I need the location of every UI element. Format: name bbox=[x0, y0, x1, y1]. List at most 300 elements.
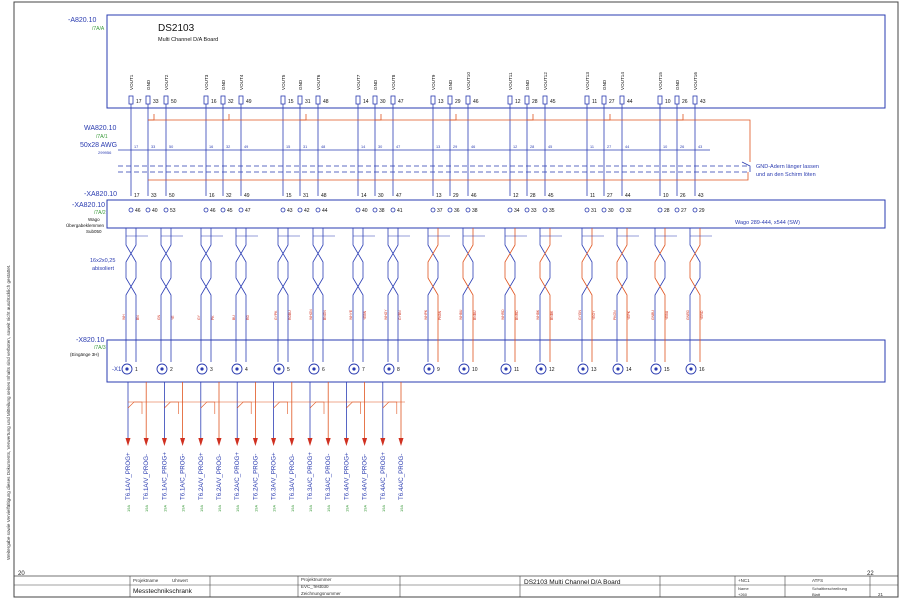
cable-spec: 50x28 AWG bbox=[80, 142, 118, 149]
board-pin-name: VOUT8 bbox=[391, 74, 396, 90]
terminal-a-bottom-number: 36 bbox=[454, 208, 460, 214]
tb-sheet-no: 21 bbox=[878, 592, 884, 597]
wire-color-label: WHBU bbox=[459, 309, 463, 320]
bnc-pin bbox=[312, 367, 315, 370]
terminal-x-box bbox=[107, 340, 885, 382]
terminal-a-bottom-number: 45 bbox=[227, 208, 233, 214]
output-label: T6.4A/C_PROG+ bbox=[379, 452, 387, 500]
terminal-a-bottom-number: 32 bbox=[626, 208, 632, 214]
board-pin-number: 15 bbox=[288, 99, 294, 105]
wire-color-label: BU bbox=[232, 315, 236, 320]
wire-color-label: WHPK bbox=[424, 309, 428, 320]
terminal-a-clamp bbox=[373, 208, 377, 212]
terminal-x-label: (Eingänge 3H) bbox=[70, 352, 100, 357]
wire-color-label: BNBK bbox=[550, 310, 554, 320]
tb-proj-nr-value: EVC_Test030 bbox=[301, 584, 329, 589]
board-pin-name: VOUT4 bbox=[239, 74, 244, 90]
terminal-a-top-number: 50 bbox=[169, 193, 175, 199]
board-pin-number: 50 bbox=[171, 99, 177, 105]
board-pin-number: 31 bbox=[305, 99, 311, 105]
terminal-a-top-number: 17 bbox=[134, 193, 140, 199]
cable-core-number: 26 bbox=[680, 145, 685, 149]
board-pin-name: VOUT5 bbox=[281, 74, 286, 90]
tb-label-name: Name bbox=[738, 586, 749, 591]
wire-color-label: PKGN bbox=[613, 310, 617, 320]
bnc-number: 8 bbox=[397, 367, 400, 373]
wire-color-label: BN bbox=[136, 315, 140, 320]
terminal-a-bottom-number: 40 bbox=[362, 208, 368, 214]
wire-color-label: PK bbox=[211, 315, 215, 320]
output-label: T6.4A/V_PROG- bbox=[361, 453, 369, 500]
gnd-link bbox=[450, 114, 456, 120]
terminal-a-top-number: 26 bbox=[680, 193, 686, 199]
bnc-pin bbox=[581, 367, 584, 370]
board-pin-name: GND bbox=[221, 79, 226, 90]
wiring-layer bbox=[126, 104, 751, 446]
output-label: T6.2A/V_PROG- bbox=[216, 453, 223, 500]
terminal-a-label1: Wago bbox=[88, 217, 100, 222]
bnc-pin bbox=[654, 367, 657, 370]
terminal-a-top-number: 27 bbox=[607, 193, 613, 199]
terminal-a-bottom-number: 40 bbox=[152, 208, 158, 214]
gnd-bus-lower bbox=[148, 172, 748, 180]
output-label: T6.1A/C_PROG+ bbox=[161, 452, 169, 500]
bnc-number: 10 bbox=[472, 367, 478, 373]
output-arrow bbox=[271, 438, 276, 446]
cable-core-number: 12 bbox=[513, 145, 518, 149]
wire-color-label: WHBK bbox=[536, 309, 540, 320]
output-ref: 19A bbox=[380, 504, 386, 512]
board-pin-name: VOUT12 bbox=[543, 72, 548, 90]
cable-core-number: 16 bbox=[209, 145, 214, 149]
board-pin-number: 46 bbox=[473, 99, 479, 105]
bnc-number: 3 bbox=[210, 367, 213, 373]
board-pin-name: VOUT11 bbox=[508, 72, 513, 90]
cable-core-number: 27 bbox=[607, 145, 612, 149]
output-ref: 19A bbox=[362, 504, 368, 512]
wire-color-label: YERD bbox=[700, 310, 704, 320]
cable-core-number: 13 bbox=[436, 145, 441, 149]
bnc-pin bbox=[160, 367, 163, 370]
output-ref: 19A bbox=[326, 504, 332, 512]
output-shield-link bbox=[201, 402, 215, 414]
board-ref: -A820.10 bbox=[68, 17, 97, 24]
terminal-a-clamp bbox=[129, 208, 133, 212]
board-pin-name: GND bbox=[298, 79, 303, 90]
board-pin-name: GND bbox=[525, 79, 530, 90]
wire-color-label: GYGN bbox=[578, 310, 582, 320]
output-ref: 19A bbox=[253, 504, 259, 512]
tb-proj-name-label: Projektname bbox=[133, 578, 159, 583]
bnc-number: 13 bbox=[591, 367, 597, 373]
wire-color-label: GYPK bbox=[274, 310, 278, 320]
terminal-a-clamp bbox=[298, 208, 302, 212]
wire-color-label: YEBN bbox=[363, 310, 367, 320]
wire-color-label: BNGN bbox=[323, 310, 327, 320]
board-pin bbox=[239, 96, 243, 104]
tb-tag3: +260 bbox=[738, 592, 748, 597]
board-pin bbox=[525, 96, 529, 104]
gnd-link bbox=[300, 114, 306, 120]
terminal-a-clamp bbox=[204, 208, 208, 212]
terminal-a-top-number: 33 bbox=[151, 193, 157, 199]
output-label: T6.3A/C_PROG+ bbox=[307, 452, 314, 500]
output-ref: 19A bbox=[198, 504, 204, 512]
gnd-link bbox=[375, 114, 381, 120]
board-pin-number: 10 bbox=[665, 99, 671, 105]
bnc-pin bbox=[200, 367, 203, 370]
bnc-number: 6 bbox=[322, 367, 325, 373]
cable-ref: WA820.10 bbox=[84, 125, 117, 132]
tb-proj-name-value: Uhrwert bbox=[172, 578, 188, 583]
board-pin-name: VOUT15 bbox=[658, 72, 663, 90]
terminal-a-clamp bbox=[675, 208, 679, 212]
output-arrow bbox=[217, 438, 222, 446]
bnc-pin bbox=[387, 367, 390, 370]
board-pin-number: 29 bbox=[455, 99, 461, 105]
terminal-a-top-number: 47 bbox=[396, 193, 402, 199]
cable-core-number: 17 bbox=[134, 145, 139, 149]
wire-color-label: GYBN bbox=[398, 310, 402, 320]
terminal-a-top-number: 12 bbox=[513, 193, 519, 199]
bnc-pin bbox=[277, 367, 280, 370]
tb-tag2: ATFS bbox=[812, 578, 824, 583]
terminal-a-bottom-number: 31 bbox=[591, 208, 597, 214]
terminal-a-top-number: 11 bbox=[590, 193, 596, 199]
title-block bbox=[14, 576, 898, 597]
cable-core-number: 14 bbox=[361, 145, 366, 149]
output-arrow bbox=[362, 438, 367, 446]
output-label: T6.1A/V_PROG+ bbox=[125, 452, 132, 500]
board-pin-name: GND bbox=[448, 79, 453, 90]
terminal-a-bottom-number: 46 bbox=[210, 208, 216, 214]
board-title: DS2103 bbox=[158, 23, 195, 34]
board-pin bbox=[602, 96, 606, 104]
board-pin-name: GND bbox=[146, 79, 151, 90]
tb-proj-nr-label: Projektnummer bbox=[301, 577, 332, 582]
terminal-a-clamp bbox=[602, 208, 606, 212]
cable-note-line2: und an den Schirm löten bbox=[756, 172, 816, 178]
wire-color-label: BNRD bbox=[515, 310, 519, 320]
board-pin bbox=[281, 96, 285, 104]
board-pin-number: 13 bbox=[438, 99, 444, 105]
board-pin bbox=[129, 96, 133, 104]
terminal-a-clamp bbox=[146, 208, 150, 212]
terminal-a-clamp bbox=[620, 208, 624, 212]
cable-core-number: 45 bbox=[548, 145, 553, 149]
cable-core-number: 32 bbox=[226, 145, 231, 149]
cable-core-number: 29 bbox=[453, 145, 458, 149]
board-pin-name: VOUT16 bbox=[693, 72, 698, 90]
bnc-pin bbox=[539, 367, 542, 370]
output-ref: 19A bbox=[235, 504, 241, 512]
terminal-a-top-number: 15 bbox=[286, 193, 292, 199]
terminal-a-top-number: 49 bbox=[244, 193, 250, 199]
twisted-label2: abisoliert bbox=[92, 266, 115, 272]
terminal-a-bottom-number: 42 bbox=[304, 208, 310, 214]
board-pin-name: GND bbox=[675, 79, 680, 90]
board-pin-name: VOUT2 bbox=[164, 74, 169, 90]
gnd-link bbox=[148, 114, 154, 120]
cable-core-number: 31 bbox=[303, 145, 308, 149]
wire-color-label: WHRD bbox=[501, 309, 505, 320]
output-shield-link bbox=[310, 402, 324, 414]
board-subtitle: Multi Channel D/A Board bbox=[158, 37, 219, 43]
cable-core-number: 46 bbox=[471, 145, 476, 149]
terminal-a-clamp bbox=[164, 208, 168, 212]
bnc-number: 14 bbox=[626, 367, 632, 373]
terminal-a-clamp bbox=[356, 208, 360, 212]
output-label: T6.1A/C_PROG- bbox=[179, 453, 187, 500]
terminal-a-bottom-number: 30 bbox=[608, 208, 614, 214]
output-shield-link bbox=[237, 402, 251, 414]
terminal-a-top-number: 10 bbox=[663, 193, 669, 199]
output-shield-link bbox=[383, 402, 397, 414]
bnc-pin bbox=[427, 367, 430, 370]
output-ref: 19A bbox=[126, 504, 131, 512]
cable-core-number: 28 bbox=[530, 145, 535, 149]
terminal-a-ref-top: -XA820.10 bbox=[84, 191, 118, 198]
tb-sheet-title: DS2103 Multi Channel D/A Board bbox=[524, 579, 621, 586]
bnc-pin bbox=[462, 367, 465, 370]
terminal-a-clamp bbox=[585, 208, 589, 212]
bnc-pin bbox=[504, 367, 507, 370]
output-ref: 19A bbox=[308, 504, 313, 512]
board-pin bbox=[658, 96, 662, 104]
board-pin-number: 16 bbox=[211, 99, 217, 105]
output-ref: 19A bbox=[180, 504, 186, 512]
terminal-a-sub: /7A/2 bbox=[94, 210, 106, 216]
board-pin-name: VOUT13 bbox=[585, 72, 590, 90]
left-note: Weitergabe sowie Vervielfältigung dieses Dokuments, Verwertung und Mitteilung seines Inhalts sind verboten, soweit nicht ausdrücklich gestattet. bbox=[6, 264, 11, 560]
output-label: T6.3A/C_PROG- bbox=[325, 453, 333, 500]
terminal-a-label2: Übergabeklemmen bbox=[66, 223, 105, 228]
wire-color-label: YE bbox=[171, 315, 175, 320]
terminal-a-top-number: 29 bbox=[453, 193, 459, 199]
bnc-number: 2 bbox=[170, 367, 173, 373]
terminal-a-top-number: 46 bbox=[471, 193, 477, 199]
board-pin-number: 48 bbox=[323, 99, 329, 105]
wire-color-label: YEBU bbox=[665, 310, 669, 320]
cable-core-number: 30 bbox=[378, 145, 383, 149]
output-arrow bbox=[144, 438, 149, 446]
terminal-a-ref: -XA820.10 bbox=[72, 202, 106, 209]
board-pin bbox=[356, 96, 360, 104]
board-pin bbox=[675, 96, 679, 104]
board-pin bbox=[298, 96, 302, 104]
board-pin bbox=[448, 96, 452, 104]
output-arrow bbox=[180, 438, 185, 446]
output-label: T6.2A/C_PROG- bbox=[252, 453, 260, 500]
board-pin bbox=[221, 96, 225, 104]
output-label: T6.4A/C_PROG- bbox=[398, 453, 405, 500]
wire-color-label: GNRD bbox=[686, 310, 690, 320]
terminal-a-top-number: 45 bbox=[548, 193, 554, 199]
output-label: T6.3A/V_PROG- bbox=[288, 453, 296, 500]
twisted-label1: 16x2x0,25 bbox=[90, 258, 116, 264]
output-arrow bbox=[308, 438, 313, 446]
bnc-number: 11 bbox=[514, 367, 520, 373]
terminal-x-ref: -X820.10 bbox=[76, 337, 105, 344]
terminal-a-top-number: 48 bbox=[321, 193, 327, 199]
terminal-a-bottom-number: 38 bbox=[472, 208, 478, 214]
wire-color-label: PKBN bbox=[438, 310, 442, 320]
wire-color-label: RDBU bbox=[288, 310, 292, 320]
terminal-a-clamp bbox=[658, 208, 662, 212]
output-arrow bbox=[289, 438, 294, 446]
board-pin-number: 12 bbox=[515, 99, 521, 105]
terminal-a-top-number: 14 bbox=[361, 193, 367, 199]
board-pin bbox=[431, 96, 435, 104]
terminal-a-bottom-number: 46 bbox=[135, 208, 141, 214]
board-pin-name: VOUT9 bbox=[431, 74, 436, 90]
board-pin-name: VOUT10 bbox=[466, 72, 471, 90]
wire-color-label: GNBU bbox=[651, 310, 655, 320]
terminal-a-bottom-number: 35 bbox=[549, 208, 555, 214]
output-arrow bbox=[235, 438, 240, 446]
terminal-a-top-number: 30 bbox=[378, 193, 384, 199]
board-pin-number: 45 bbox=[550, 99, 556, 105]
board-pin bbox=[466, 96, 470, 104]
wago-label: Wago 289-444, x544 (SW) bbox=[735, 220, 800, 226]
cable-core-number: 44 bbox=[625, 145, 630, 149]
terminal-a-clamp bbox=[316, 208, 320, 212]
output-arrow bbox=[344, 438, 349, 446]
terminal-a-bottom-number: 37 bbox=[437, 208, 443, 214]
cable-note-line1: GND-Adern länger lassen bbox=[756, 164, 819, 170]
bnc-number: 12 bbox=[549, 367, 555, 373]
cable-core-number: 49 bbox=[244, 145, 249, 149]
board-pin-number: 43 bbox=[700, 99, 706, 105]
output-label: T6.1A/V_PROG- bbox=[143, 453, 151, 500]
cable-core-number: 48 bbox=[321, 145, 326, 149]
gnd-link bbox=[223, 114, 229, 120]
terminal-a-bottom-number: 44 bbox=[322, 208, 328, 214]
cable-core-number: 10 bbox=[663, 145, 668, 149]
output-arrow bbox=[162, 438, 167, 446]
terminal-a-clamp bbox=[525, 208, 529, 212]
terminal-a-bottom-number: 29 bbox=[699, 208, 705, 214]
terminal-a-bottom-number: 34 bbox=[514, 208, 520, 214]
board-pin bbox=[391, 96, 395, 104]
terminal-x-sub: /7A/3 bbox=[94, 345, 106, 351]
board-pin bbox=[585, 96, 589, 104]
board-pin-number: 27 bbox=[609, 99, 615, 105]
terminal-a-bottom-number: 27 bbox=[681, 208, 687, 214]
cable-core-number: 11 bbox=[590, 145, 594, 149]
board-pin-number: 47 bbox=[398, 99, 404, 105]
wire-color-label: YEGY bbox=[592, 310, 596, 320]
output-ref: 19A bbox=[217, 504, 222, 512]
terminal-a-clamp bbox=[281, 208, 285, 212]
board-sub: /7A/A bbox=[92, 26, 105, 32]
gnd-link bbox=[527, 114, 533, 120]
board-pin bbox=[204, 96, 208, 104]
board-pin bbox=[146, 96, 150, 104]
tb-tag1: +NC1 bbox=[738, 578, 750, 583]
output-ref: 19A bbox=[144, 504, 150, 512]
output-label: T6.2A/C_PROG+ bbox=[234, 452, 242, 500]
output-label: T6.2A/V_PROG+ bbox=[197, 452, 205, 500]
board-pin-number: 33 bbox=[153, 99, 159, 105]
bnc-pin bbox=[235, 367, 238, 370]
wire-color-label: RD bbox=[246, 315, 250, 320]
bnc-pin bbox=[616, 367, 619, 370]
terminal-a-top-number: 32 bbox=[226, 193, 232, 199]
gnd-link bbox=[604, 114, 610, 120]
bnc-pin bbox=[689, 367, 692, 370]
cable-core-number: 43 bbox=[698, 145, 703, 149]
terminal-a-clamp bbox=[543, 208, 547, 212]
bnc-number: 4 bbox=[245, 367, 248, 373]
board-pin bbox=[620, 96, 624, 104]
board-pin-name: VOUT3 bbox=[204, 74, 209, 90]
output-shield-link bbox=[164, 402, 178, 414]
column-number-left: 20 bbox=[18, 571, 25, 577]
output-label: T6.4A/V_PROG+ bbox=[343, 452, 351, 500]
board-pin-number: 26 bbox=[682, 99, 688, 105]
terminal-a-clamp bbox=[508, 208, 512, 212]
tb-label-blatt: Blatt bbox=[812, 592, 821, 597]
cable-core-number: 50 bbox=[169, 145, 174, 149]
board-pin bbox=[508, 96, 512, 104]
terminal-a-clamp bbox=[448, 208, 452, 212]
terminal-a-clamp bbox=[239, 208, 243, 212]
output-arrow bbox=[326, 438, 331, 446]
tb-project: Messtechnikschrank bbox=[133, 588, 192, 595]
output-arrow bbox=[253, 438, 258, 446]
output-ref: 19A bbox=[271, 504, 277, 512]
board-pin-number: 14 bbox=[363, 99, 369, 105]
wire-color-label: YEPK bbox=[627, 310, 631, 320]
cable-core-number: 47 bbox=[396, 145, 401, 149]
bnc-pin bbox=[352, 367, 355, 370]
terminal-a-bottom-number: 38 bbox=[379, 208, 385, 214]
cable-core-number: 15 bbox=[286, 145, 291, 149]
column-number-right: 22 bbox=[867, 571, 874, 577]
board-pin-name: GND bbox=[602, 79, 607, 90]
wire-color-label: WHYE bbox=[349, 309, 353, 320]
wire-color-label: WHGY bbox=[384, 309, 388, 320]
terminal-a-bottom-number: 53 bbox=[170, 208, 176, 214]
board-pin-name: VOUT1 bbox=[129, 74, 134, 90]
board-pin-number: 30 bbox=[380, 99, 386, 105]
cable-sub: /7A/1 bbox=[96, 134, 108, 140]
terminal-a-clamp bbox=[431, 208, 435, 212]
output-arrow bbox=[380, 438, 385, 446]
output-ref: 19A bbox=[344, 504, 350, 512]
bnc-number: 5 bbox=[287, 367, 290, 373]
bnc-number: 9 bbox=[437, 367, 440, 373]
wire-color-label: WHGN bbox=[309, 309, 313, 320]
wire-color-label: WH bbox=[122, 314, 126, 320]
board-pin-number: 28 bbox=[532, 99, 538, 105]
board-pin-name: VOUT6 bbox=[316, 74, 321, 90]
gnd-link bbox=[677, 114, 683, 120]
board-pin-number: 17 bbox=[136, 99, 142, 105]
terminal-a-clamp bbox=[466, 208, 470, 212]
bnc-number: 15 bbox=[664, 367, 670, 373]
tb-label-desc: Schaltbeschreibung bbox=[812, 586, 848, 591]
bnc-pin bbox=[125, 367, 128, 370]
board-box bbox=[107, 15, 885, 108]
board-pin-number: 44 bbox=[627, 99, 633, 105]
tb-drawing-nr-label: Zeichnungsnummer bbox=[301, 591, 341, 596]
output-ref: 19A bbox=[162, 504, 168, 512]
output-ref: 19A bbox=[399, 504, 404, 512]
output-ref: 19A bbox=[289, 504, 295, 512]
output-label: T6.3A/V_PROG+ bbox=[270, 452, 278, 500]
